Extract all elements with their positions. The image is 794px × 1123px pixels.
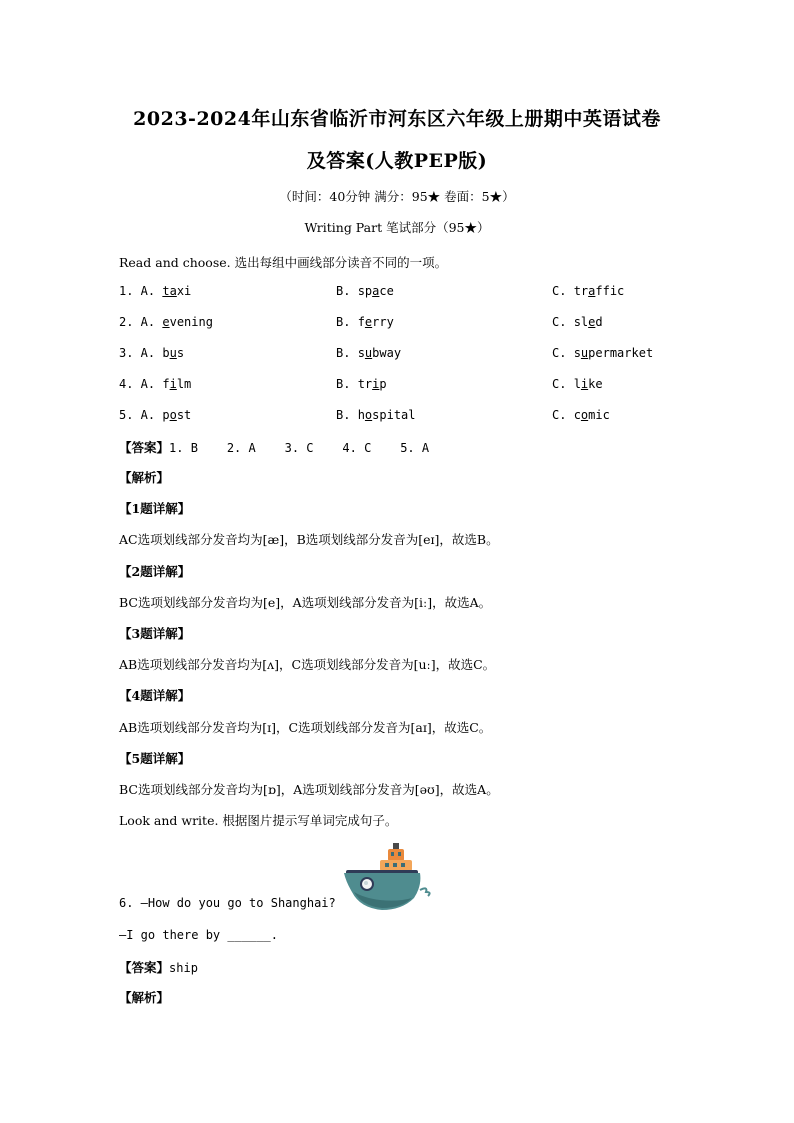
option-2c: C. sled: [552, 315, 603, 329]
ship-icon: [340, 840, 434, 914]
option-4a: 4. A. film: [119, 377, 192, 391]
option-5c: C. comic: [552, 408, 610, 422]
option-5b: B. hospital: [336, 408, 416, 422]
q6-reply: —I go there by ______.: [119, 928, 278, 942]
section-heading: Writing Part 笔试部分（95★）: [304, 220, 490, 235]
detail-4-text: AB选项划线部分发音均为[ɪ]，C选项划线部分发音为[aɪ]，故选C。: [119, 720, 492, 735]
option-5a: 5. A. post: [119, 408, 192, 422]
option-1c: C. traffic: [552, 284, 625, 298]
detail-1-text: AC选项划线部分发音均为[æ]，B选项划线部分发音为[eɪ]，故选B。: [119, 532, 499, 547]
option-2a: 2. A. evening: [119, 315, 213, 329]
detail-1-label: 【1题详解】: [119, 501, 191, 516]
detail-5-label: 【5题详解】: [119, 751, 191, 766]
q6-answer: 【答案】ship: [119, 960, 198, 975]
q6-analysis-label: 【解析】: [119, 990, 170, 1005]
detail-5-text: BC选项划线部分发音均为[ɒ]，A选项划线部分发音为[əʊ]，故选A。: [119, 782, 499, 797]
q1-answer: 【答案】1. B 2. A 3. C 4. C 5. A: [119, 440, 430, 455]
document-title-line-2: 及答案(人教PEP版): [306, 150, 488, 172]
option-2b: B. ferry: [336, 315, 394, 329]
detail-2-label: 【2题详解】: [119, 564, 191, 579]
option-4b: B. trip: [336, 377, 387, 391]
q1-analysis-label: 【解析】: [119, 470, 170, 485]
q6-question: 6. —How do you go to Shanghai?: [119, 896, 336, 910]
detail-4-label: 【4题详解】: [119, 688, 191, 703]
option-1a: 1. A. taxi: [119, 284, 192, 298]
exam-meta: （时间：40分钟 满分：95★ 卷面：5★）: [279, 189, 515, 204]
document-title-line-1: 2023-2024年山东省临沂市河东区六年级上册期中英语试卷: [133, 108, 661, 130]
detail-3-label: 【3题详解】: [119, 626, 191, 641]
option-3a: 3. A. bus: [119, 346, 185, 360]
option-3c: C. supermarket: [552, 346, 654, 360]
option-3b: B. subway: [336, 346, 402, 360]
option-1b: B. space: [336, 284, 394, 298]
detail-3-text: AB选项划线部分发音均为[ʌ]，C选项划线部分发音为[uː]，故选C。: [119, 657, 496, 672]
option-4c: C. like: [552, 377, 603, 391]
detail-2-text: BC选项划线部分发音均为[e]，A选项划线部分发音为[iː]，故选A。: [119, 595, 492, 610]
q1-instruction: Read and choose. 选出每组中画线部分读音不同的一项。: [119, 255, 448, 270]
q2-instruction: Look and write. 根据图片提示写单词完成句子。: [119, 813, 398, 828]
